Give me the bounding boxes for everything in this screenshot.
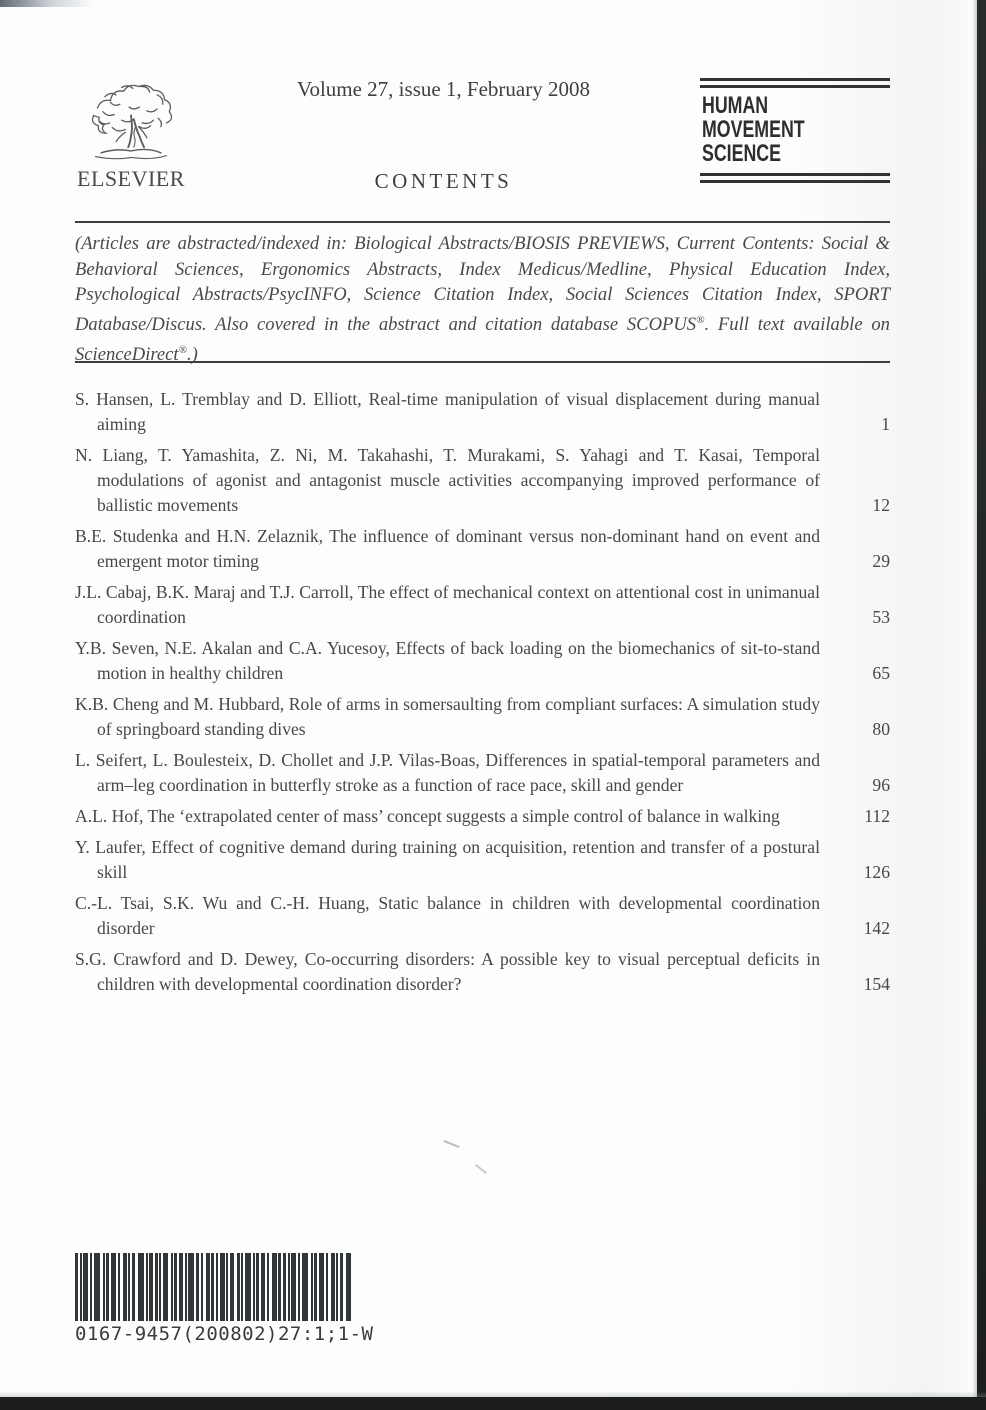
journal-logo-bottom-rule xyxy=(700,173,890,183)
toc-entry xyxy=(75,524,890,574)
toc-entry xyxy=(75,443,890,518)
toc-entry xyxy=(75,387,890,437)
toc-entry-text: A.L. Hof, The ‘extrapolated center of mass’ concept suggests a simple control of balance in walking xyxy=(75,806,780,826)
toc-entry-page: 53 xyxy=(872,607,890,627)
toc-entry-page: 112 xyxy=(864,806,890,826)
toc-entry-text: S. Hansen, L. Tremblay and D. Elliott, Real-time manipulation of visual displacement during manual aiming xyxy=(75,389,820,434)
header-center xyxy=(187,74,700,194)
toc-entry-page: 126 xyxy=(863,862,890,882)
toc-entry xyxy=(75,748,890,798)
toc-entry-page: 80 xyxy=(872,719,890,739)
contents-heading: CONTENTS xyxy=(374,169,513,193)
toc-entry-text: Y. Laufer, Effect of cognitive demand during training on acquisition, retention and transfer of a postural skill xyxy=(75,837,820,882)
toc-entry-text: N. Liang, T. Yamashita, Z. Ni, M. Takahashi, T. Murakami, S. Yahagi and T. Kasai, Temporal modulations of agonist and antagonist muscle activities accompanying improved performance of ballistic movements xyxy=(75,445,820,515)
barcode-block xyxy=(75,1253,373,1345)
registered-mark-icon: ® xyxy=(696,313,705,326)
journal-title xyxy=(700,88,890,173)
toc-entry-page: 142 xyxy=(863,918,890,938)
toc-entry xyxy=(75,692,890,742)
toc-entry-page: 1 xyxy=(881,414,890,434)
scan-corner-artifact xyxy=(0,0,95,7)
scan-edge-right xyxy=(977,0,986,1400)
journal-logo-top-rule xyxy=(700,78,890,88)
toc-entry-page: 154 xyxy=(863,974,890,994)
journal-title-line-1: HUMAN xyxy=(702,92,769,119)
toc-entry-text: Y.B. Seven, N.E. Akalan and C.A. Yucesoy, Effects of back loading on the biomechanics of sit-to-stand motion in healthy children xyxy=(75,638,820,683)
toc-entry-page: 29 xyxy=(872,551,890,571)
toc-entry xyxy=(75,891,890,941)
journal-title-line-2: MOVEMENT xyxy=(702,116,805,143)
toc-entry-page: 65 xyxy=(872,663,890,683)
barcode-label: 0167-9457(200802)27:1;1-W xyxy=(75,1323,374,1345)
toc-entry-text: J.L. Cabaj, B.K. Maraj and T.J. Carroll, The effect of mechanical context on attentional cost in unimanual coordination xyxy=(75,582,820,627)
publisher-name: ELSEVIER xyxy=(77,166,185,191)
toc-entry-text: C.-L. Tsai, S.K. Wu and C.-H. Huang, Static balance in children with developmental coordination disorder xyxy=(75,893,820,938)
journal-title-line-3: SCIENCE xyxy=(702,140,781,167)
toc-entry-text: K.B. Cheng and M. Hubbard, Role of arms in somersaulting from compliant surfaces: A simulation study of springboard standing dives xyxy=(75,694,820,739)
toc-entry xyxy=(75,835,890,885)
publisher-logo xyxy=(75,74,187,192)
elsevier-tree-icon xyxy=(84,80,178,164)
page-header xyxy=(75,74,890,194)
toc-entry xyxy=(75,580,890,630)
indexing-note-text: (Articles are abstracted/indexed in: Biological Abstracts/BIOSIS PREVIEWS, Current Contents: Social & Behavioral Sciences, Ergonomics Abstracts, Index Medicus/Medline, Physical Education Index, Psychological Abstracts/PsycINFO, Science Citation Index, Social Sciences Citation Index, SPORT Database/Discus. Also covered in the abstract and citation database SCOPUS xyxy=(75,233,890,335)
toc-list xyxy=(75,387,890,1003)
scan-edge-bottom xyxy=(0,1397,986,1410)
toc-entry-text: B.E. Studenka and H.N. Zelaznik, The influence of dominant versus non-dominant hand on event and emergent motor timing xyxy=(75,526,820,571)
toc-entry xyxy=(75,636,890,686)
toc-entry-text: S.G. Crawford and D. Dewey, Co-occurring disorders: A possible key to visual perceptual deficits in children with developmental coordination disorder? xyxy=(75,949,820,994)
toc-entry xyxy=(75,947,890,997)
toc-entry xyxy=(75,804,890,829)
barcode-icon xyxy=(75,1253,355,1321)
indexing-note-text-2: . Full text available on ScienceDirect xyxy=(75,313,890,365)
toc-entry-page: 96 xyxy=(872,775,890,795)
pencil-smudge xyxy=(443,1140,460,1148)
toc-entry-text: L. Seifert, L. Boulesteix, D. Chollet and J.P. Vilas-Boas, Differences in spatial-temporal parameters and arm–leg coordination in butterfly stroke as a function of race pace, skill and gender xyxy=(75,750,820,795)
divider-rule-top xyxy=(75,221,890,223)
issue-line: Volume 27, issue 1, February 2008 xyxy=(296,77,590,101)
toc-entry-page: 12 xyxy=(872,495,890,515)
registered-mark-icon: ® xyxy=(178,343,187,356)
journal-logo xyxy=(700,74,890,183)
pencil-smudge xyxy=(475,1164,487,1174)
indexing-note-text-3: .) xyxy=(186,343,198,365)
indexing-note xyxy=(75,231,890,367)
